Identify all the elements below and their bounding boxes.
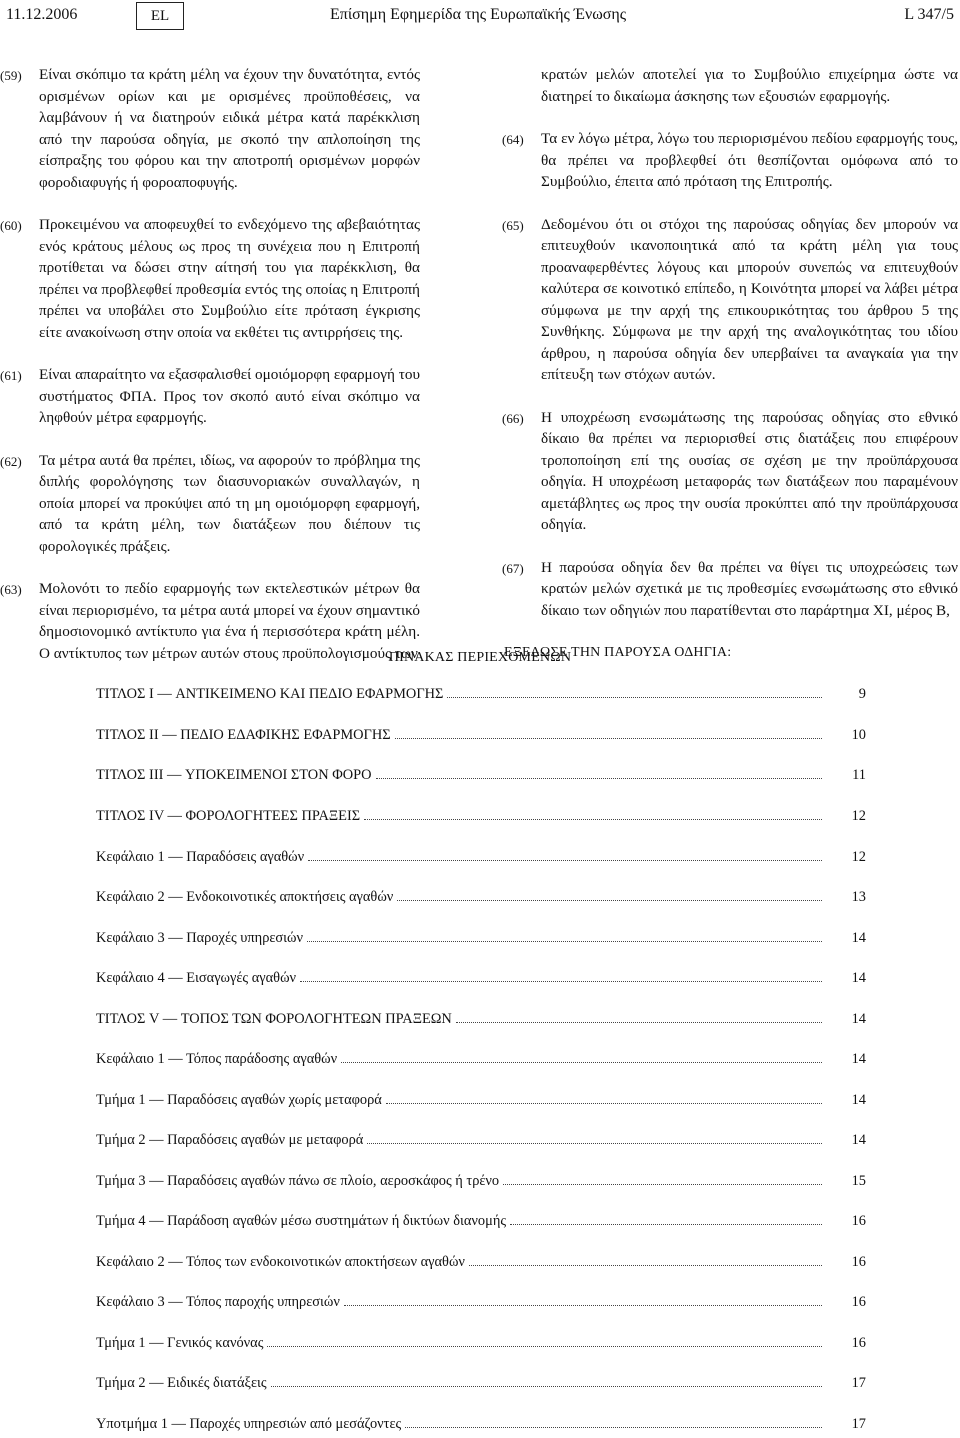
publication-date: 11.12.2006 [6, 6, 78, 23]
toc-entry-page: 14 [851, 1092, 866, 1108]
toc-entry-label: Κεφάλαιο 3 — Τόπος παροχής υπηρεσιών [96, 1294, 340, 1310]
recital-number: (67) [502, 560, 524, 576]
toc-entry-page: 12 [851, 849, 866, 865]
toc-leader-dots [271, 1375, 822, 1387]
toc-entry-page: 15 [851, 1173, 866, 1189]
toc-leader-dots [503, 1173, 822, 1185]
toc-entry-label: ΤΙΤΛΟΣ III — ΥΠΟΚΕΙΜΕΝΟΙ ΣΤΟΝ ΦΟΡΟ [96, 767, 372, 783]
toc-entry-page: 14 [851, 1051, 866, 1067]
toc-entry [96, 930, 866, 952]
toc-leader-dots [307, 930, 822, 942]
toc-entry-page: 9 [858, 686, 866, 702]
toc-entry-page: 16 [851, 1335, 866, 1351]
recital-number: (64) [502, 132, 524, 147]
toc-entry-page: 16 [851, 1254, 866, 1270]
toc-title: ΠΙΝΑΚΑΣ ΠΕΡΙΕΧΟΜΕΝΩΝ [388, 650, 572, 665]
toc-entry [96, 808, 866, 830]
recital-continuation: κρατών μελών αποτελεί για το Συμβούλιο επιχείρημα ώστε να διατηρεί το δικαίωμα άσκησης των εξουσιών εφαρμογής. [541, 66, 958, 105]
toc-entry [96, 1213, 866, 1235]
recital-number: (65) [502, 217, 524, 233]
recital-text: Μολονότι το πεδίο εφαρμογής των εκτελεστικών μέτρων θα είναι περιορισμένο, τα μέτρα αυτά μπορεί να έχουν σημαντικό δημοσιονομικό αντίκτυπο για ένα ή περισσότερα κράτη μέλη. Ο αντίκτυπος των μέτρων αυτών στους προϋπολογισμούς των [39, 580, 420, 662]
toc-entry [96, 1335, 866, 1357]
toc-entry-label: ΤΙΤΛΟΣ II — ΠΕΔΙΟ ΕΔΑΦΙΚΗΣ ΕΦΑΡΜΟΓΗΣ [96, 727, 391, 743]
toc-leader-dots [376, 767, 822, 779]
toc-entry [96, 1375, 866, 1397]
toc-entry-page: 16 [851, 1213, 866, 1229]
toc-entry [96, 727, 866, 749]
toc-entry-label: Τμήμα 2 — Παραδόσεις αγαθών με μεταφορά [96, 1132, 364, 1148]
toc-leader-dots [308, 849, 822, 861]
toc-leader-dots [447, 686, 822, 698]
recital [0, 450, 420, 558]
toc-entry-page: 11 [852, 767, 866, 783]
toc-entry-label: Κεφάλαιο 2 — Τόπος των ενδοκοινοτικών αποκτήσεων αγαθών [96, 1254, 465, 1270]
toc-entry [96, 767, 866, 789]
toc-leader-dots [469, 1254, 822, 1266]
recital-number: (60) [0, 218, 22, 233]
recital-number: (59) [0, 68, 22, 83]
toc-entry-label: Τμήμα 4 — Παράδοση αγαθών μέσω συστημάτων ή δικτύων διανομής [96, 1213, 507, 1229]
recital-number: (63) [0, 582, 22, 597]
toc-entry [96, 970, 866, 992]
page-header [0, 0, 960, 36]
toc-entry-page: 14 [851, 1132, 866, 1148]
toc-leader-dots [367, 1132, 822, 1144]
toc-leader-dots [341, 1051, 822, 1063]
toc-entry-page: 14 [851, 930, 866, 946]
toc-entry-page: 14 [851, 970, 866, 986]
toc-entry-page: 12 [851, 808, 866, 824]
recital [0, 214, 420, 343]
recital [502, 407, 958, 536]
toc-entry-page: 13 [851, 889, 866, 905]
toc-entry [96, 1294, 866, 1316]
toc-entry-label: Τμήμα 3 — Παραδόσεις αγαθών πάνω σε πλοίο, αεροσκάφος ή τρένο [96, 1173, 500, 1189]
recital [502, 214, 958, 386]
toc-entry-label: Τμήμα 2 — Ειδικές διατάξεις [96, 1375, 267, 1391]
toc-leader-dots [456, 1011, 822, 1023]
toc-entry [96, 1132, 866, 1154]
recital [502, 128, 958, 193]
recital-text: Η παρούσα οδηγία δεν θα πρέπει να θίγει τις υποχρεώσεις των κρατών μελών σχετικά με τις προθεσμίες ενσωμάτωσης στο εθνικό δίκαιο των οδηγιών που παρατίθενται στο παράρτημα ΧΙ, μέρος Β, [541, 558, 958, 619]
toc-leader-dots [405, 1416, 822, 1428]
toc-entry-label: Κεφάλαιο 3 — Παροχές υπηρεσιών [96, 930, 304, 946]
recital-text: Τα μέτρα αυτά θα πρέπει, ιδίως, να αφορούν το πρόβλημα της διπλής φορολόγησης των διασυνοριακών συναλλαγών, η οποία μπορεί να προκύψει από τη μη ομοιόμορφη εφαρμογή, από τα κράτη μέλη, των διατάξεων που διέπουν τις φορολογικές πράξεις. [39, 451, 420, 555]
toc-leader-dots [267, 1335, 822, 1347]
recital [0, 64, 420, 193]
toc-entry-page: 17 [851, 1416, 866, 1432]
toc-entry-label: ΤΙΤΛΟΣ V — ΤΟΠΟΣ ΤΩΝ ΦΟΡΟΛΟΓΗΤΕΩΝ ΠΡΑΞΕΩΝ [96, 1011, 452, 1027]
toc-entry [96, 1254, 866, 1276]
page-reference: L 347/5 [904, 6, 954, 23]
toc-entry-page: 10 [851, 727, 866, 743]
recital-number: (62) [0, 453, 22, 469]
recital-number: (66) [502, 410, 524, 426]
toc-leader-dots [397, 889, 822, 901]
recital [0, 364, 420, 429]
language-badge: EL [136, 2, 184, 30]
left-column [0, 64, 420, 685]
recital-text: Είναι σκόπιμο τα κράτη μέλη να έχουν την δυνατότητα, εντός ορισμένων ορίων και με ορισμένες προϋποθέσεις, να λαμβάνουν ή να διατηρούν ειδικά μέτρα κατά παρέκκλιση από την παρούσα οδηγία, με σκοπό την απλοποίηση της είσπραξης του φόρου και την αποτροπή ορισμένων μορφών φοροδιαφυγής ή φοροαποφυγής. [39, 66, 420, 191]
toc-entry-label: ΤΙΤΛΟΣ IV — ΦΟΡΟΛΟΓΗΤΕΕΣ ΠΡΑΞΕΙΣ [96, 808, 361, 824]
toc-entry-label: Κεφάλαιο 2 — Ενδοκοινοτικές αποκτήσεις αγαθών [96, 889, 394, 905]
toc-leader-dots [300, 970, 822, 982]
toc-entry [96, 686, 866, 708]
toc-leader-dots [386, 1092, 822, 1104]
recital-text: Τα εν λόγω μέτρα, λόγω του περιορισμένου πεδίου εφαρμογής τους, θα πρέπει να προβλεφθεί ότι θεσπίζονται ομόφωνα από το Συμβούλιο, έπειτα από πρόταση της Επιτροπής. [541, 130, 958, 190]
toc-leader-dots [344, 1294, 822, 1306]
toc-entry [96, 1051, 866, 1073]
toc-entry-label: Τμήμα 1 — Γενικός κανόνας [96, 1335, 264, 1351]
recital-number: (61) [0, 368, 22, 383]
toc-leader-dots [395, 727, 822, 739]
journal-title: Επίσημη Εφημερίδα της Ευρωπαϊκής Ένωσης [330, 6, 627, 23]
toc-entry-label: ΤΙΤΛΟΣ I — ΑΝΤΙΚΕΙΜΕΝΟ ΚΑΙ ΠΕΔΙΟ ΕΦΑΡΜΟΓΗΣ [96, 686, 444, 702]
toc-entry-label: Υποτμήμα 1 — Παροχές υπηρεσιών από μεσάζοντες [96, 1416, 402, 1432]
toc-leader-dots [510, 1213, 822, 1225]
recital [502, 557, 958, 622]
toc-entry [96, 889, 866, 911]
toc-entry-page: 16 [851, 1294, 866, 1310]
toc-entry-label: Κεφάλαιο 1 — Τόπος παράδοσης αγαθών [96, 1051, 338, 1067]
recital-text: Προκειμένου να αποφευχθεί το ενδεχόμενο της αβεβαιότητας ενός κράτους μέλους ως προς τη συνέχεια που η Επιτροπή προτίθεται να δώσει στην αίτησή του για παρέκκλιση, θα πρέπει να προβλεφθεί προθεσμία εντός της οποίας η Επιτροπή πρέπει να υποβάλει στο Συμβούλιο είτε πρόταση έγκρισης είτε ανακοίνωση στην οποία να εκθέτει τις αντιρρήσεις της. [39, 216, 420, 341]
toc-entry [96, 849, 866, 871]
recital-text: Είναι απαραίτητο να εξασφαλισθεί ομοιόμορφη εφαρμογή του συστήματος ΦΠΑ. Προς τον σκοπό αυτό είναι σκόπιμο να ληφθούν μέτρα εφαρμογής. [39, 366, 420, 426]
right-column [502, 64, 958, 664]
toc-leader-dots [364, 808, 822, 820]
toc-entry-label: Τμήμα 1 — Παραδόσεις αγαθών χωρίς μεταφορά [96, 1092, 382, 1108]
recital-text: Δεδομένου ότι οι στόχοι της παρούσας οδηγίας δεν μπορούν να επιτευχθούν ικανοποιητικά από τα κράτη μέλη για τους προαναφερθέντες λόγους και μπορούν συνεπώς να επιτευχθούν καλύτερα σε κοινοτικό επίπεδο, η Κοινότητα μπορεί να λάβει μέτρα σύμφωνα με την αρχή της επικουρικότητας του άρθρου 5 της Συνθήκης. Σύμφωνα με την αρχή της αναλογικότητας του ιδίου άρθρου, η παρούσα οδηγία δεν υπερβαίνει τα αναγκαία για την επίτευξη των στόχων αυτών. [541, 215, 958, 383]
toc-entry-label: Κεφάλαιο 4 — Εισαγωγές αγαθών [96, 970, 297, 986]
enacting-formula: ΕΞΕΔΩΣΕ ΤΗΝ ΠΑΡΟΥΣΑ ΟΔΗΓΙΑ: [504, 645, 732, 660]
toc-entry [96, 1092, 866, 1114]
toc-entry-label: Κεφάλαιο 1 — Παραδόσεις αγαθών [96, 849, 305, 865]
toc-entry [96, 1011, 866, 1033]
toc-entry-page: 14 [851, 1011, 866, 1027]
toc-entry [96, 1173, 866, 1195]
recital-text: Η υποχρέωση ενσωμάτωσης της παρούσας οδηγίας στο εθνικό δίκαιο θα πρέπει να περιορισθεί στις διατάξεις που επιφέρουν τροποποίηση επί της ουσίας σε σχέση με την προϋπάρχουσα οδηγία. Η υποχρέωση μεταφοράς των διατάξεων που παραμένουν αμετάβλητες ως προς την ουσία προκύπτει από την προϋπάρχουσα οδηγία. [541, 408, 958, 533]
toc-entry-page: 17 [851, 1375, 866, 1391]
